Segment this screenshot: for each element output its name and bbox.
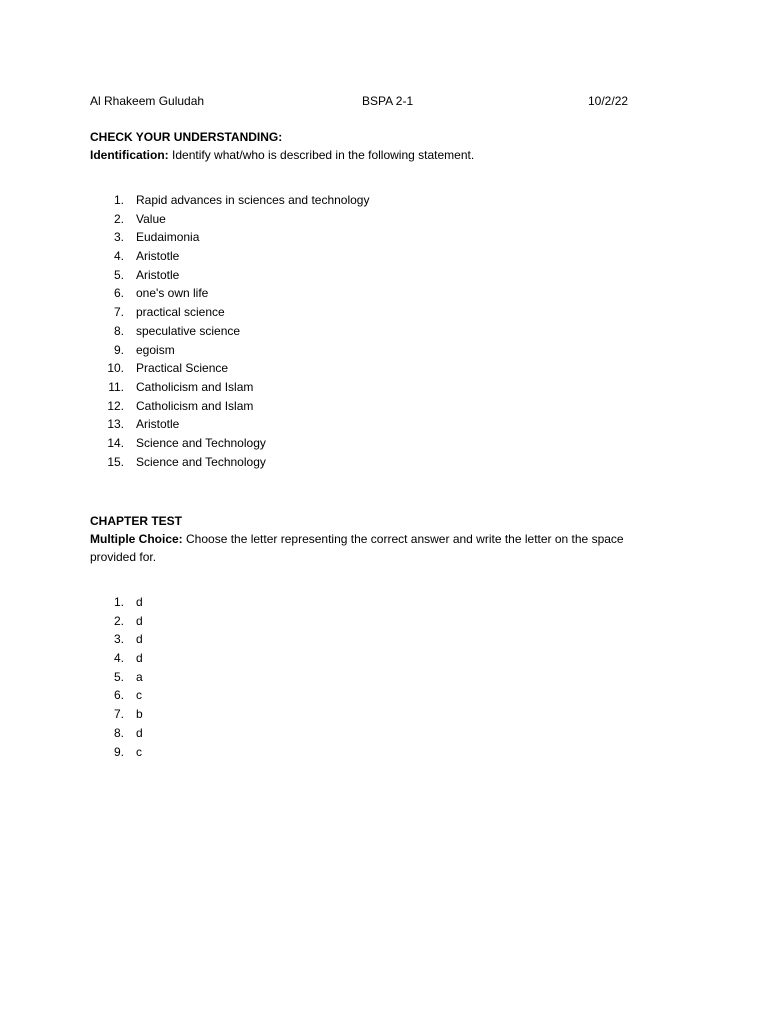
part2-instruction-text: Choose the letter representing the correct answer and write the letter on the space provided for. — [90, 532, 624, 564]
item-number: 11. — [108, 379, 124, 394]
item-answer: egoism — [136, 342, 175, 357]
item-answer: d — [136, 632, 143, 647]
list-item — [90, 266, 670, 285]
list-item — [90, 191, 670, 210]
part1-title: CHECK YOUR UNDERSTANDING: — [90, 130, 283, 144]
item-number: 9. — [113, 744, 124, 759]
part1-instruction — [90, 146, 670, 164]
item-answer: practical science — [136, 305, 225, 320]
item-answer: c — [136, 744, 142, 759]
item-number: 13. — [107, 417, 124, 432]
item-number: 10. — [107, 361, 124, 376]
item-number: 2. — [113, 211, 124, 226]
list-item — [90, 415, 670, 434]
item-answer: c — [136, 688, 142, 703]
item-number: 7. — [113, 305, 124, 320]
student-name: Al Rhakeem Guludah — [90, 94, 205, 108]
item-number: 14. — [107, 435, 124, 450]
part2-instruction-label: Multiple Choice: — [90, 532, 183, 546]
item-answer: Value — [136, 211, 166, 226]
list-item — [90, 247, 670, 266]
item-answer: Catholicism and Islam — [136, 398, 254, 413]
item-number: 12. — [107, 398, 124, 413]
list-item — [90, 686, 670, 705]
document-date: 10/2/22 — [588, 94, 629, 108]
item-answer: Eudaimonia — [136, 230, 200, 245]
list-item — [90, 284, 670, 303]
item-number: 4. — [113, 249, 124, 264]
list-item — [90, 359, 670, 378]
list-item — [90, 303, 670, 322]
item-answer: d — [136, 725, 143, 740]
list-item — [90, 210, 670, 229]
list-item — [90, 743, 670, 762]
item-number: 4. — [113, 651, 124, 666]
identification-answers — [90, 191, 670, 471]
item-answer: Science and Technology — [136, 435, 266, 450]
list-item — [90, 322, 670, 341]
multiple-choice-answers — [90, 593, 670, 761]
item-answer: Aristotle — [136, 267, 180, 282]
item-number: 5. — [113, 267, 124, 282]
part1-heading — [90, 128, 670, 164]
item-answer: Practical Science — [136, 361, 229, 376]
item-answer: Aristotle — [136, 417, 180, 432]
list-item — [90, 434, 670, 453]
part2-instruction — [90, 530, 670, 566]
item-number: 1. — [113, 193, 124, 207]
item-answer: one's own life — [136, 286, 209, 301]
item-answer: Aristotle — [136, 249, 180, 264]
item-number: 2. — [113, 613, 124, 628]
list-item — [90, 378, 670, 397]
item-answer: d — [136, 595, 143, 609]
item-answer: Rapid advances in sciences and technology — [136, 193, 370, 207]
item-answer: d — [136, 613, 143, 628]
item-answer: d — [136, 651, 143, 666]
item-answer: speculative science — [136, 323, 241, 338]
item-answer: Science and Technology — [136, 454, 266, 469]
list-item — [90, 649, 670, 668]
list-item — [90, 341, 670, 360]
part2-answer-list — [90, 593, 670, 761]
part2-title: CHAPTER TEST — [90, 514, 183, 528]
part1-instruction-label: Identification: — [90, 148, 169, 162]
list-item — [90, 630, 670, 649]
item-number: 1. — [113, 595, 124, 609]
item-answer: b — [136, 707, 143, 722]
item-number: 6. — [113, 286, 124, 301]
item-number: 15. — [107, 454, 124, 469]
student-section: BSPA 2-1 — [362, 94, 414, 108]
list-item — [90, 612, 670, 631]
item-number: 9. — [113, 342, 124, 357]
item-answer: a — [136, 669, 143, 684]
list-item — [90, 705, 670, 724]
list-item — [90, 724, 670, 743]
list-item — [90, 397, 670, 416]
item-number: 8. — [113, 725, 124, 740]
list-item — [90, 668, 670, 687]
document-header — [90, 94, 650, 110]
item-number: 3. — [113, 230, 124, 245]
item-number: 5. — [113, 669, 124, 684]
part2-heading — [90, 512, 670, 566]
list-item — [90, 453, 670, 472]
item-number: 8. — [113, 323, 124, 338]
item-number: 7. — [113, 707, 124, 722]
item-answer: Catholicism and Islam — [136, 379, 254, 394]
list-item — [90, 228, 670, 247]
item-number: 6. — [113, 688, 124, 703]
list-item — [90, 593, 670, 612]
part1-instruction-text: Identify what/who is described in the following statement. — [168, 148, 475, 162]
item-number: 3. — [113, 632, 124, 647]
part1-answer-list — [90, 191, 670, 471]
